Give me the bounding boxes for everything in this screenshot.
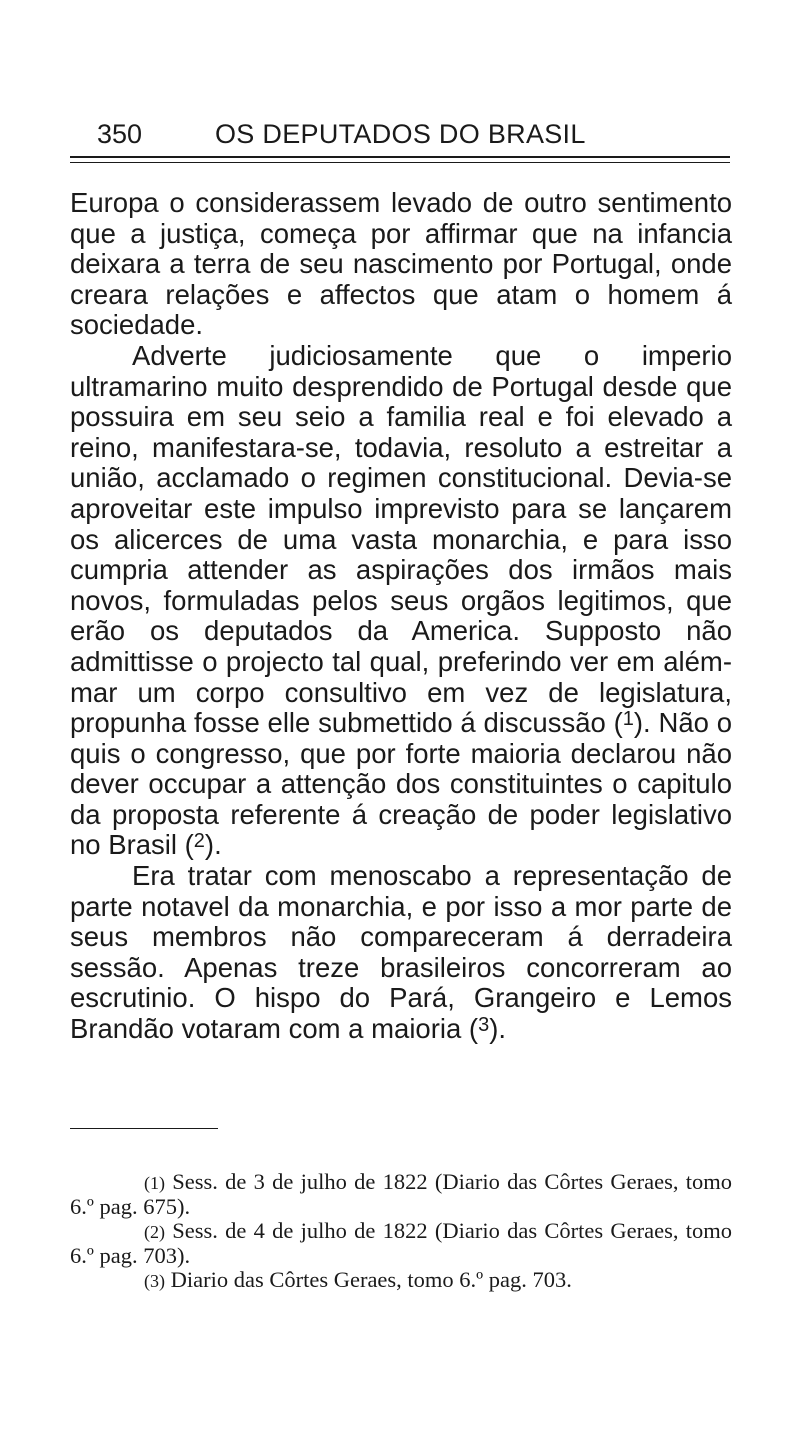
page-number: 350 [97,119,143,149]
footnote-ref-1: 1 [622,708,634,731]
running-title: OS DEPUTADOS DO BRASIL [215,119,586,149]
footnote-separator [70,1128,218,1129]
page-header [97,119,737,159]
footnote-1-text: Sess. de 3 de julho de 1822 (Diario das Côrtes Geraes, tomo 6.º pag. 675). [70,1169,732,1219]
paragraph-3 [70,861,732,1045]
header-rule-thin [70,162,730,163]
paragraph-2-text: Adverte judiciosamente que o imperio ultramarino muito desprendido de Portugal desde que possuira em seu seio a familia real e foi elevado a reino, manifestara-se, todavia, resoluto a estreitar a união, acclamado o regimen constitucional. Devia-se aproveitar este impulso imprevisto para se lançarem os alicerces de uma vasta monarchia, e para isso cumpria attender as aspirações dos irmãos mais novos, formuladas pelos seus orgãos legitimos, que erão os deputados da America. Supposto não admittisse o projecto tal qual, preferindo ver em além-mar um corpo consultivo em vez de legislatura, propunha fosse elle submettido á discussão ( [70,339,732,739]
paragraph-2-end: ). [204,829,222,861]
footnote-ref-3: 3 [478,1014,490,1037]
footnote-2-text: Sess. de 4 de julho de 1822 (Diario das Côrtes Geraes, tomo 6.º pag. 703). [70,1218,732,1268]
paragraph-2 [70,341,732,861]
footnote-2 [70,1219,732,1268]
footnote-2-mark: (2) [144,1222,165,1242]
paragraph-2-mid: ). Não o quis o congresso, que por forte maioria declarou não dever occupar a attenção dos constituintes o capitulo da proposta referente á creação de poder legislativo no Brasil ( [70,707,732,861]
footnotes [70,1170,732,1293]
footnote-3-mark: (3) [144,1271,165,1291]
paragraph-3-end: ). [489,1013,507,1045]
footnote-ref-2: 2 [193,830,205,853]
footnote-1 [70,1170,732,1219]
body-text [70,188,732,1045]
footnote-1-mark: (1) [144,1173,165,1193]
header-rule [70,156,730,158]
paragraph-3-text: Era tratar com menoscabo a representação de parte notavel da monarchia, e por isso a mor parte de seus membros não compareceram á derradeira sessão. Apenas treze brasileiros concorreram ao escrutinio. O hispo do Pará, Grangeiro e Lemos Brandão votaram com a maioria ( [70,860,732,1045]
footnote-3 [70,1268,732,1293]
footnote-3-text: Diario das Côrtes Geraes, tomo 6.º pag. 703. [170,1267,572,1292]
paragraph-1: Europa o considerassem levado de outro sentimento que a justiça, começa por affirmar que na infancia deixara a terra de seu nascimento por Portugal, onde creara relações e affectos que atam o homem á sociedade. [70,187,732,341]
